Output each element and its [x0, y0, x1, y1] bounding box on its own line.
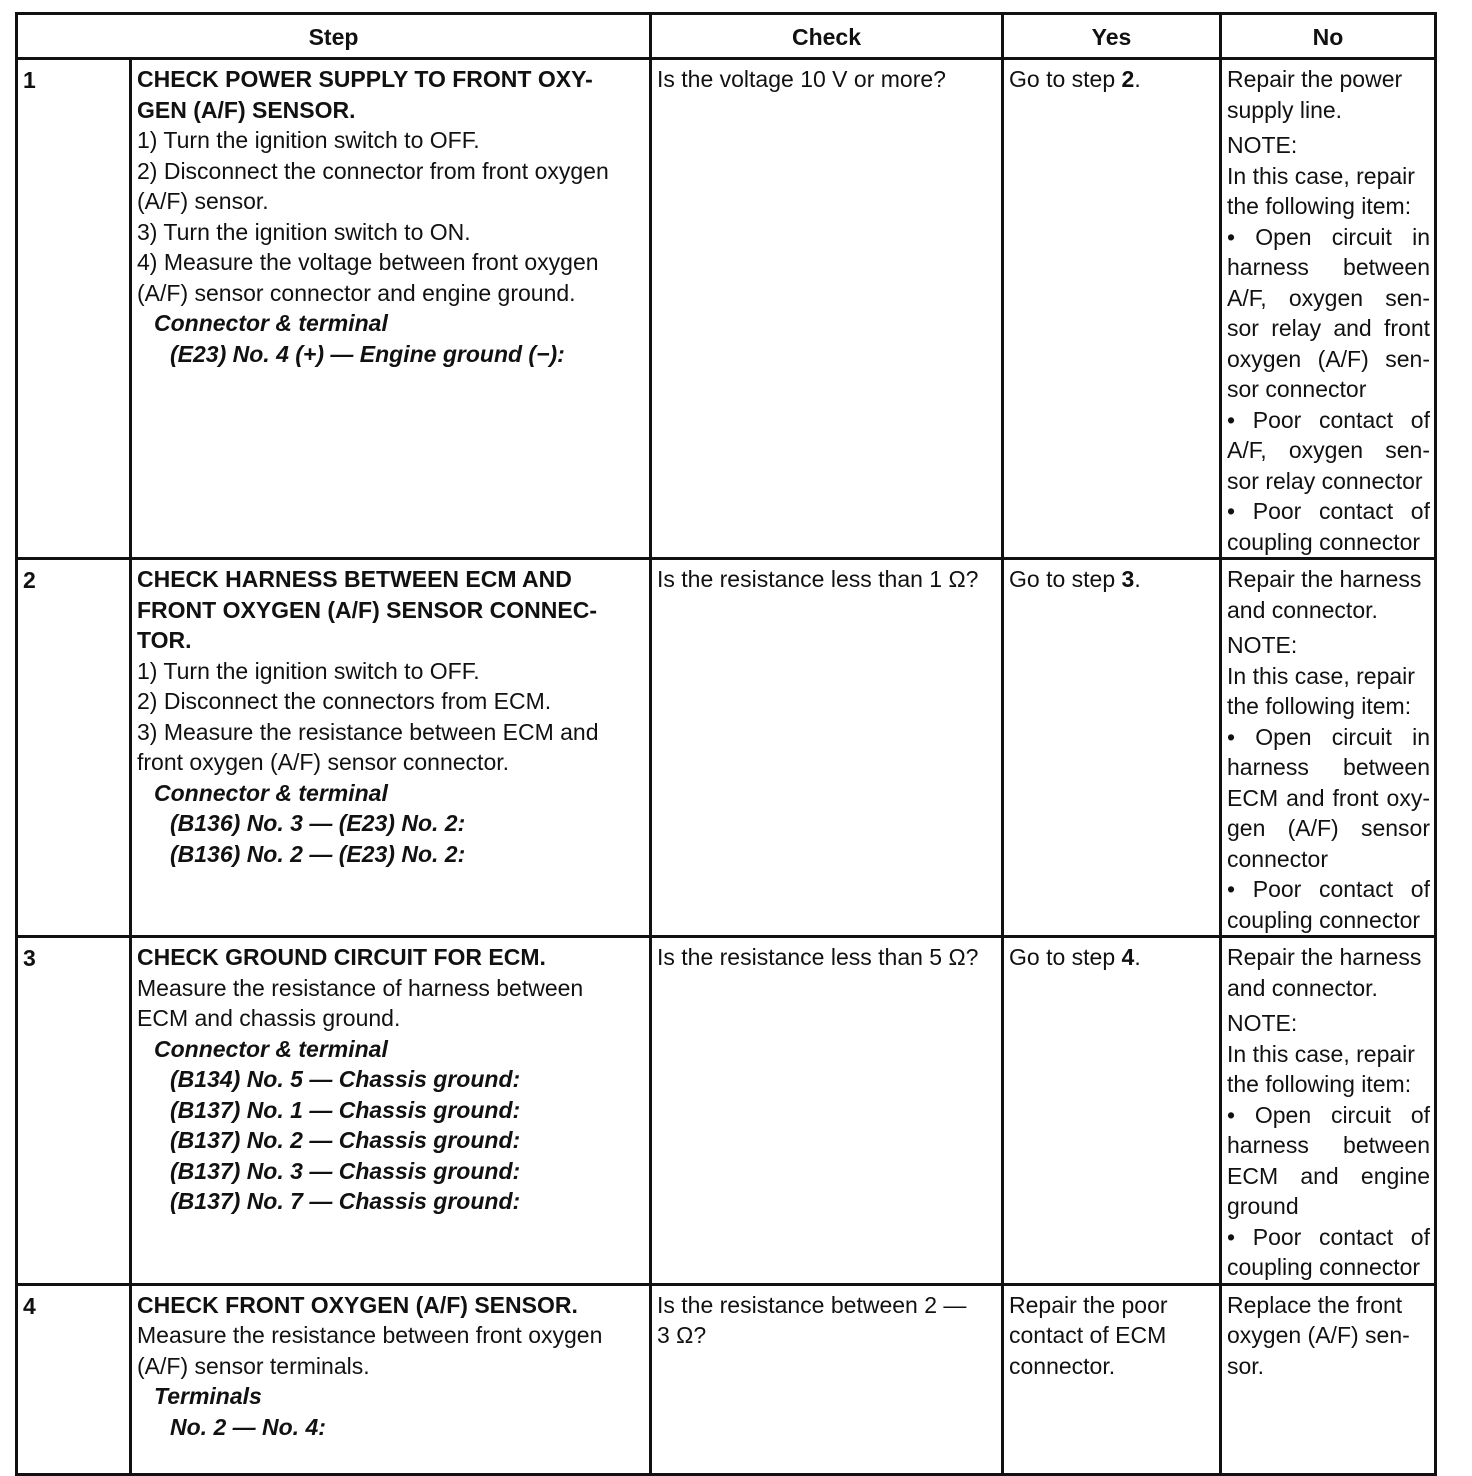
table-row [17, 59, 1436, 559]
step-content [132, 1286, 649, 1443]
note-line: • Poor contact of [1227, 1223, 1430, 1250]
table-row [17, 1284, 1436, 1474]
yes-prefix: Go to step [1009, 944, 1122, 970]
step-cell [131, 559, 651, 937]
step-content [132, 938, 649, 1217]
step-instruction: (A/F) sensor. [137, 188, 269, 214]
note-line: • Open circuit of [1227, 1101, 1430, 1128]
table-row [17, 937, 1436, 1285]
yes-cell [1003, 59, 1221, 559]
terminal-spec: (B134) No. 5 — Chassis ground: [170, 1066, 521, 1092]
note-heading: NOTE: [1227, 132, 1298, 158]
yes-content [1004, 938, 1219, 973]
note-line: • Poor contact of [1227, 876, 1430, 902]
terminal-spec: (B137) No. 7 — Chassis ground: [170, 1188, 521, 1214]
note-line: oxygen (A/F) sen- [1227, 345, 1430, 372]
yes-suffix: . [1134, 66, 1141, 92]
note-line: harness between [1227, 254, 1430, 280]
check-question: Is the resistance between 2 — [657, 1291, 967, 1318]
note-heading: NOTE: [1227, 1010, 1298, 1036]
step-instruction: front oxygen (A/F) sensor connector. [137, 749, 510, 775]
step-number-cell [17, 1284, 131, 1474]
no-cell [1221, 59, 1436, 559]
no-content [1222, 1286, 1434, 1382]
step-instruction: (A/F) sensor terminals. [137, 1352, 370, 1379]
step-instruction: 3) Measure the resistance between ECM and [137, 718, 599, 745]
step-number-cell [17, 937, 131, 1285]
check-content [652, 1286, 1001, 1351]
step-number-cell [17, 559, 131, 937]
terminal-spec: (B136) No. 2 — (E23) No. 2: [170, 840, 466, 867]
step-instruction: 2) Disconnect the connectors from ECM. [137, 688, 552, 714]
note-line: • Open circuit in [1227, 223, 1430, 250]
step-content [132, 60, 649, 369]
step-instruction: 1) Turn the ignition switch to OFF. [137, 657, 480, 684]
no-action: and connector. [1227, 974, 1378, 1001]
check-cell [651, 937, 1003, 1285]
note-line: gen (A/F) sensor [1227, 815, 1430, 841]
note-line: sor relay connector [1227, 467, 1423, 494]
note-line: A/F, oxygen sen- [1227, 437, 1430, 463]
step-title: GEN (A/F) SENSOR. [137, 96, 356, 123]
step-number: 3 [23, 945, 36, 971]
yes-action [1009, 64, 1215, 95]
check-content [652, 560, 1001, 595]
yes-step-number: 2 [1121, 66, 1135, 92]
connector-label: Terminals [154, 1383, 262, 1409]
terminal-spec: No. 2 — No. 4: [170, 1413, 326, 1440]
yes-action: connector. [1009, 1352, 1116, 1379]
check-content [652, 60, 1001, 95]
step-number: 2 [23, 567, 36, 593]
header-row [17, 14, 1436, 59]
check-question: Is the resistance less than 1 Ω? [657, 566, 979, 592]
no-action: supply line. [1227, 96, 1343, 123]
step-instruction: ECM and chassis ground. [137, 1005, 401, 1031]
note-line: coupling connector [1227, 1254, 1421, 1280]
check-question: 3 Ω? [657, 1322, 707, 1348]
step-instruction: Measure the resistance between front oxygen [137, 1322, 603, 1348]
yes-cell [1003, 937, 1221, 1285]
no-cell [1221, 1284, 1436, 1474]
step-number: 1 [23, 67, 36, 93]
note-line: coupling connector [1227, 906, 1421, 933]
yes-suffix: . [1134, 566, 1141, 592]
note-line: • Poor contact of [1227, 406, 1430, 433]
yes-step-number: 4 [1121, 944, 1135, 970]
note-line: A/F, oxygen sen- [1227, 284, 1430, 311]
header-yes: Yes [1003, 14, 1221, 59]
no-cell [1221, 937, 1436, 1285]
note-line: In this case, repair [1227, 662, 1415, 689]
yes-cell [1003, 559, 1221, 937]
step-instruction: 4) Measure the voltage between front oxygen [137, 249, 599, 275]
no-content [1222, 560, 1434, 935]
yes-step-number: 3 [1121, 566, 1135, 592]
no-content [1222, 60, 1434, 557]
header-check: Check [651, 14, 1003, 59]
yes-action: Repair the poor [1009, 1291, 1168, 1318]
yes-suffix: . [1134, 944, 1141, 970]
note-line: ECM and front oxy- [1227, 784, 1430, 811]
note-line: the following item: [1227, 693, 1412, 719]
step-title: CHECK FRONT OXYGEN (A/F) SENSOR. [137, 1291, 578, 1318]
header-step: Step [17, 14, 651, 59]
step-instruction: Measure the resistance of harness between [137, 974, 584, 1001]
terminal-spec: (B137) No. 1 — Chassis ground: [170, 1096, 521, 1123]
note-line: coupling connector [1227, 528, 1421, 555]
yes-cell [1003, 1284, 1221, 1474]
no-action: Repair the harness [1227, 944, 1422, 970]
terminal-spec: (B137) No. 3 — Chassis ground: [170, 1157, 521, 1184]
no-action: Replace the front [1227, 1291, 1403, 1318]
note-line: ECM and engine [1227, 1162, 1430, 1189]
terminal-spec: (E23) No. 4 (+) — Engine ground (−): [170, 340, 565, 367]
table-row [17, 559, 1436, 937]
no-action: sor. [1227, 1352, 1265, 1379]
no-action: Repair the power [1227, 66, 1403, 92]
yes-content [1004, 560, 1219, 595]
note-line: sor relay and front [1227, 315, 1430, 341]
step-content [132, 560, 649, 869]
check-cell [651, 559, 1003, 937]
yes-prefix: Go to step [1009, 66, 1122, 92]
note-line: In this case, repair [1227, 162, 1415, 189]
note-line: ground [1227, 1193, 1299, 1219]
check-content [652, 938, 1001, 973]
note-line: connector [1227, 845, 1329, 872]
note-line: • Poor contact of [1227, 498, 1430, 524]
terminal-spec: (B136) No. 3 — (E23) No. 2: [170, 810, 466, 836]
note-line: In this case, repair [1227, 1040, 1415, 1067]
check-cell [651, 59, 1003, 559]
check-cell [651, 1284, 1003, 1474]
yes-action [1009, 942, 1215, 973]
step-cell [131, 59, 651, 559]
check-question: Is the voltage 10 V or more? [657, 66, 946, 92]
step-number-cell [17, 59, 131, 559]
troubleshooting-table [15, 12, 1437, 1476]
note-line: sor connector [1227, 376, 1367, 402]
no-action: oxygen (A/F) sen- [1227, 1322, 1410, 1348]
yes-action: contact of ECM [1009, 1322, 1167, 1348]
step-title: TOR. [137, 627, 192, 653]
yes-content [1004, 1286, 1219, 1382]
step-number: 4 [23, 1292, 36, 1319]
no-action: and connector. [1227, 596, 1378, 623]
header-no: No [1221, 14, 1436, 59]
note-line: the following item: [1227, 193, 1412, 219]
yes-prefix: Go to step [1009, 566, 1122, 592]
yes-action [1009, 564, 1215, 595]
note-line: the following item: [1227, 1071, 1412, 1097]
note-line: • Open circuit in [1227, 723, 1430, 750]
step-instruction: 2) Disconnect the connector from front oxygen [137, 157, 609, 184]
step-cell [131, 937, 651, 1285]
connector-label: Connector & terminal [154, 1035, 388, 1062]
no-action: Repair the harness [1227, 566, 1422, 592]
step-instruction: (A/F) sensor connector and engine ground. [137, 279, 576, 306]
step-cell [131, 1284, 651, 1474]
note-heading: NOTE: [1227, 632, 1298, 658]
yes-content [1004, 60, 1219, 95]
note-line: harness between [1227, 1132, 1430, 1158]
step-instruction: 1) Turn the ignition switch to OFF. [137, 127, 480, 153]
step-title: CHECK HARNESS BETWEEN ECM AND [137, 566, 572, 592]
no-cell [1221, 559, 1436, 937]
check-question: Is the resistance less than 5 Ω? [657, 944, 979, 970]
no-content [1222, 938, 1434, 1283]
terminal-spec: (B137) No. 2 — Chassis ground: [170, 1127, 521, 1153]
step-title: FRONT OXYGEN (A/F) SENSOR CONNEC- [137, 596, 598, 623]
connector-label: Connector & terminal [154, 779, 388, 806]
connector-label: Connector & terminal [154, 310, 388, 336]
step-title: CHECK POWER SUPPLY TO FRONT OXY- [137, 66, 593, 92]
step-instruction: 3) Turn the ignition switch to ON. [137, 218, 471, 245]
note-line: harness between [1227, 754, 1430, 780]
step-title: CHECK GROUND CIRCUIT FOR ECM. [137, 944, 546, 970]
